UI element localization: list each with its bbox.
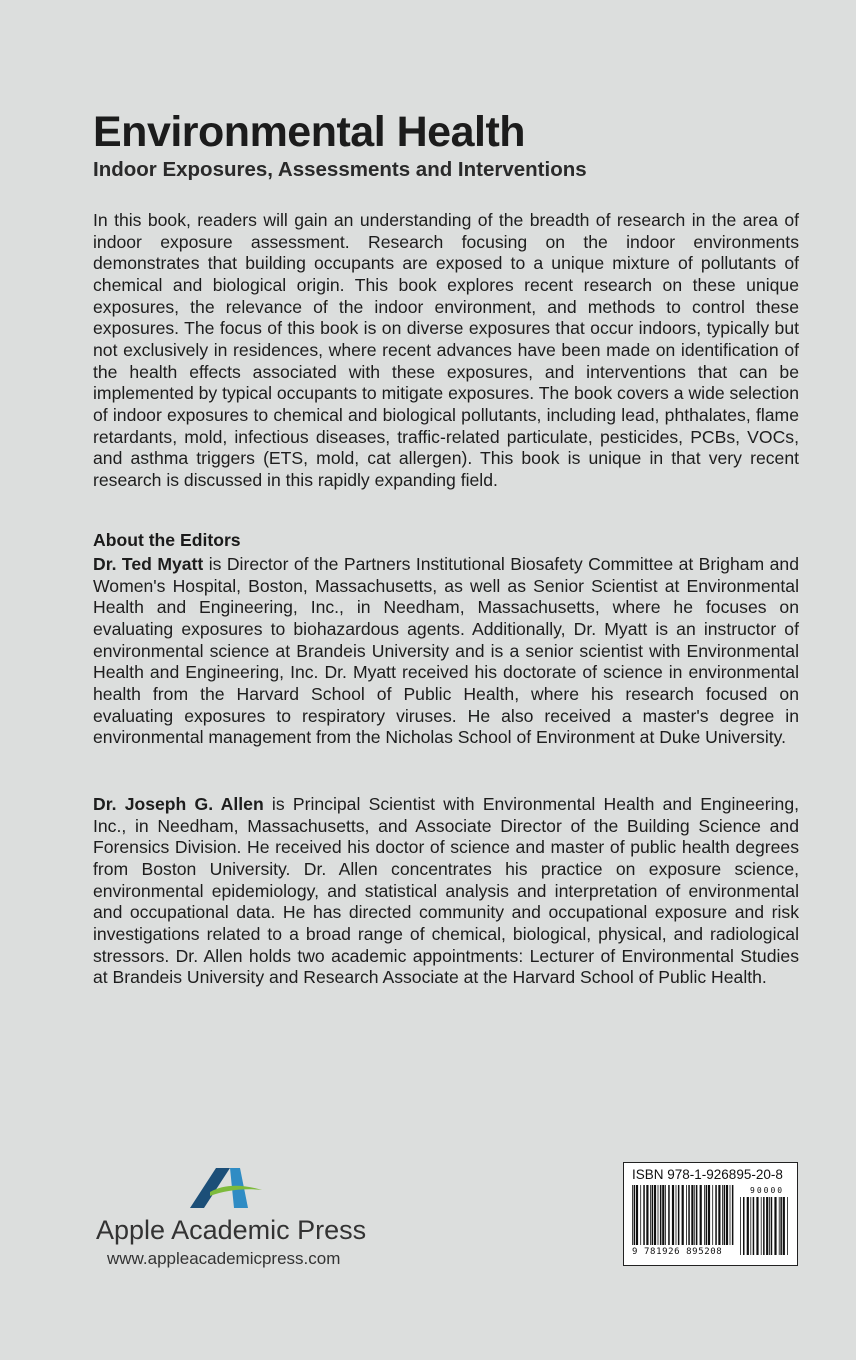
publisher-name: Apple Academic Press [96,1215,367,1245]
barcode-bar [682,1185,684,1245]
barcode-bar [726,1185,728,1245]
barcode-bar [722,1185,723,1245]
isbn-label: ISBN 978-1-926895-20-8 [632,1167,783,1182]
barcode-bar [643,1185,645,1245]
barcode-bar [780,1197,782,1255]
barcode-bar [676,1185,677,1245]
barcode-bar [706,1185,708,1245]
barcode-bar [753,1197,755,1255]
ean13-barcode [632,1185,736,1245]
barcode-bar [672,1185,674,1245]
barcode-bar [756,1197,758,1255]
editor-bio-text: is Principal Scientist with Environmental Health and Engineering, Inc., in Needham, Massachusetts, and Associate Director of the Building Science and Forensics Division. He received his doctor of science and master of public health degrees from Boston University. Dr. Allen concentrates his practice on exposure science, environmental epidemiology, and statistical analysis and interpretation of environmental and occupational data. He has directed community and occupational exposure and risk investigations related to a broad range of chemical, biological, physical, and radiological stressors. Dr. Allen holds two academic appointments: Lecturer of Environmental Studies at Brandeis University and Research Associate at the Harvard School of Public Health. [93,794,799,988]
barcode-bar [730,1185,731,1245]
price-addon-digits: 90000 [750,1186,785,1195]
barcode-bar [740,1197,741,1255]
apple-academic-a-logo-icon [190,1162,270,1212]
barcode-bar [771,1197,773,1255]
publisher-url[interactable]: www.appleacademicpress.com [107,1249,341,1268]
editor-bio-allen [93,794,799,989]
barcode-bar [634,1185,636,1245]
about-editors-heading: About the Editors [93,530,241,550]
barcode-bar [665,1185,666,1245]
barcode-bar [686,1185,687,1245]
barcode-bar [718,1185,720,1245]
book-description: In this book, readers will gain an understanding of the breadth of research in the area of indoor exposure assessment. Research focusing on the indoor environments demonstrates that building occupants are exposed to a unique mixture of pollutants of chemical and biological origin. This book explores recent research on these unique exposures, the relevance of the indoor environment, and methods to control these exposures. The focus of this book is on diverse exposures that occur indoors, typically but not exclusively in residences, where recent advances have been made on identification of the health effects associated with these exposures, and interventions that can be implemented by typical occupants to mitigate exposures. The book covers a wide selection of indoor exposures to chemical and biological pollutants, including lead, phthalates, flame retardants, mold, infectious diseases, traffic-related particulate, pesticides, PCBs, VOCs, and asthma triggers (ETS, mold, cat allergen). This book is unique in that very recent research is discussed in this rapidly expanding field. [93,210,799,490]
barcode-bar [700,1185,702,1245]
barcode-bar [691,1185,693,1245]
barcode-bar [652,1185,654,1245]
barcode-bar [654,1185,656,1245]
barcode-bar [708,1185,710,1245]
barcode-bar [715,1185,717,1245]
barcode-bar [766,1197,768,1255]
barcode-bar [743,1197,745,1255]
barcode-bar [678,1185,680,1245]
book-title: Environmental Health [93,108,526,156]
barcode-bar [646,1185,648,1245]
editor-bio-myatt [93,554,799,749]
barcode-bar [640,1185,641,1245]
publisher-logo [96,1162,396,1272]
barcode-bar [747,1197,749,1255]
ean-digits: 9 781926 895208 [632,1247,723,1257]
barcode-bar [763,1197,765,1255]
barcode-bar [694,1185,695,1245]
barcode-bar [761,1197,762,1255]
barcode-bar [660,1185,662,1245]
barcode-bar [774,1197,776,1255]
editor-name: Dr. Ted Myatt [93,554,204,574]
barcode-bar [769,1197,770,1255]
book-subtitle: Indoor Exposures, Assessments and Interventions [93,158,587,181]
isbn-barcode-box [623,1162,798,1266]
barcode-bar [662,1185,664,1245]
editor-name: Dr. Joseph G. Allen [93,794,264,814]
barcode-bar [658,1185,659,1245]
barcode-bar [632,1185,633,1245]
barcode-bar [688,1185,690,1245]
barcode-bar [668,1185,670,1245]
barcode-bar [779,1197,780,1255]
editor-bio-text: is Director of the Partners Institutional Biosafety Committee at Brigham and Women's Hospital, Boston, Massachusetts, as well as Senior Scientist at Environmental Health and Engineering, Inc., in Needham, Massachusetts, where he focuses on evaluating exposures to biohazardous agents. Additionally, Dr. Myatt is an instructor of environmental science at Brandeis University and is a senior scientist with Environmental Health and Engineering, Inc. Dr. Myatt received his doctorate of science in environmental health from the Harvard School of Public Health, where his research focused on evaluating exposures to respiratory viruses. He also received a master's degree in environmental management from the Nicholas School of Environment at Duke University. [93,554,799,748]
price-addon-barcode [740,1197,790,1255]
barcode-bar [724,1185,726,1245]
barcode-bar [650,1185,651,1245]
barcode-bar [732,1185,734,1245]
barcode-bar [696,1185,698,1245]
barcode-bar [636,1185,638,1245]
barcode-bar [704,1185,705,1245]
barcode-bar [712,1185,713,1245]
barcode-bar [787,1197,788,1255]
barcode-bar [783,1197,785,1255]
barcode-bar [750,1197,751,1255]
